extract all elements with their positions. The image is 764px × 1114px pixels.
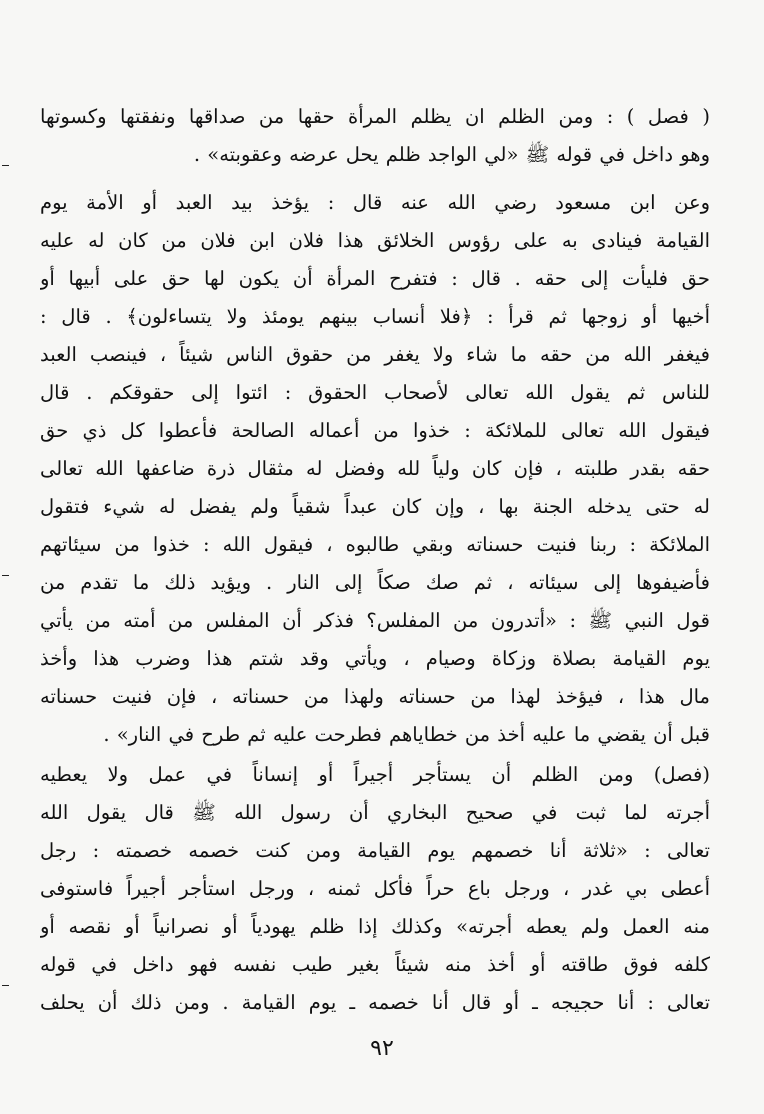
paragraph-fasl-hired-worker <box>40 756 710 1022</box>
text-line: (فصل) ومن الظلم أن يستأجر أجيراً أو إنساناً في عمل ولا يعطيه <box>40 763 710 786</box>
text-line: أعطى بي غدر ، ورجل باع حراً فأكل ثمنه ، ورجل استأجر أجيراً فاستوفى <box>40 877 710 900</box>
text-line: مال هذا ، فيؤخذ لهذا من حسناته ولهذا من حسناته ، فإن فنيت حسناته <box>40 685 710 708</box>
text-line: له حتى يدخله الجنة بها ، وإن كان عبداً شقياً ولم يفضل له شيء فتقول <box>40 495 710 518</box>
text-line: فأضيفوها إلى سيئاته ، ثم صك صكاً إلى النار . ويؤيد ذلك ما تقدم من <box>40 571 710 594</box>
text-line: الملائكة : ربنا فنيت حسناته وبقي طالبوه ، فيقول الله : خذوا من سيئاتهم <box>40 533 710 556</box>
paragraph-fasl-women-rights <box>40 98 710 174</box>
text-line: حق فليأت إلى حقه . قال : فتفرح المرأة أن يكون لها حق على أبيها أو <box>40 267 710 290</box>
text-line: قبل أن يقضي ما عليه أخذ من خطاياهم فطرحت عليه ثم طرح في النار» . <box>103 723 710 746</box>
text-line: قول النبي ﷺ : «أتدرون من المفلس؟ فذكر أن المفلس من أمته من يأتي <box>40 609 710 632</box>
text-line: منه العمل ولم يعطه أجرته» وكذلك إذا ظلم يهودياً أو نصرانياً أو نقصه أو <box>40 915 710 938</box>
margin-tick <box>2 575 9 576</box>
text-line: يوم القيامة بصلاة وزكاة وصيام ، ويأتي وقد شتم هذا وضرب هذا وأخذ <box>40 647 710 670</box>
text-line: للناس ثم يقول الله تعالى لأصحاب الحقوق : ائتوا إلى حقوقكم . قال <box>40 381 710 404</box>
text-line: فيقول الله تعالى للملائكة : خذوا من أعماله الصالحة فأعطوا كل ذي حق <box>40 419 710 442</box>
margin-tick <box>2 985 9 986</box>
text-line: ( فصل ) : ومن الظلم ان يظلم المرأة حقها من صداقها ونفقتها وكسوتها <box>40 105 710 128</box>
page-number: ٩٢ <box>370 1036 394 1061</box>
text-line: أجرته لما ثبت في صحيح البخاري أن رسول الله ﷺ قال يقول الله <box>40 801 710 824</box>
paragraph-ibn-masud-hadith <box>40 184 710 754</box>
text-line: وهو داخل في قوله ﷺ «لي الواجد ظلم يحل عرضه وعقوبته» . <box>193 143 710 166</box>
text-line: أخيها أو زوجها ثم قرأ : ﴿فلا أنساب بينهم يومئذ ولا يتساءلون﴾ . قال : <box>40 305 710 328</box>
text-line: فيغفر الله من حقه ما شاء ولا يغفر من حقوق الناس شيئاً ، فينصب العبد <box>40 343 710 366</box>
text-line: كلفه فوق طاقته أو أخذ منه شيئاً بغير طيب نفسه فهو داخل في قوله <box>40 953 710 976</box>
text-line: تعالى : «ثلاثة أنا خصمهم يوم القيامة ومن كنت خصمه خصمته : رجل <box>40 839 710 862</box>
margin-tick <box>2 165 9 166</box>
text-line: وعن ابن مسعود رضي الله عنه قال : يؤخذ بيد العبد أو الأمة يوم <box>40 191 710 214</box>
text-line: تعالى : أنا حجيجه ـ أو قال أنا خصمه ـ يوم القيامة . ومن ذلك أن يحلف <box>40 991 710 1014</box>
text-line: القيامة فينادى به على رؤوس الخلائق هذا فلان ابن فلان من كان له عليه <box>40 229 710 252</box>
text-line: حقه بقدر طلبته ، فإن كان ولياً لله وفضل له مثقال ذرة ضاعفها الله تعالى <box>40 457 710 480</box>
